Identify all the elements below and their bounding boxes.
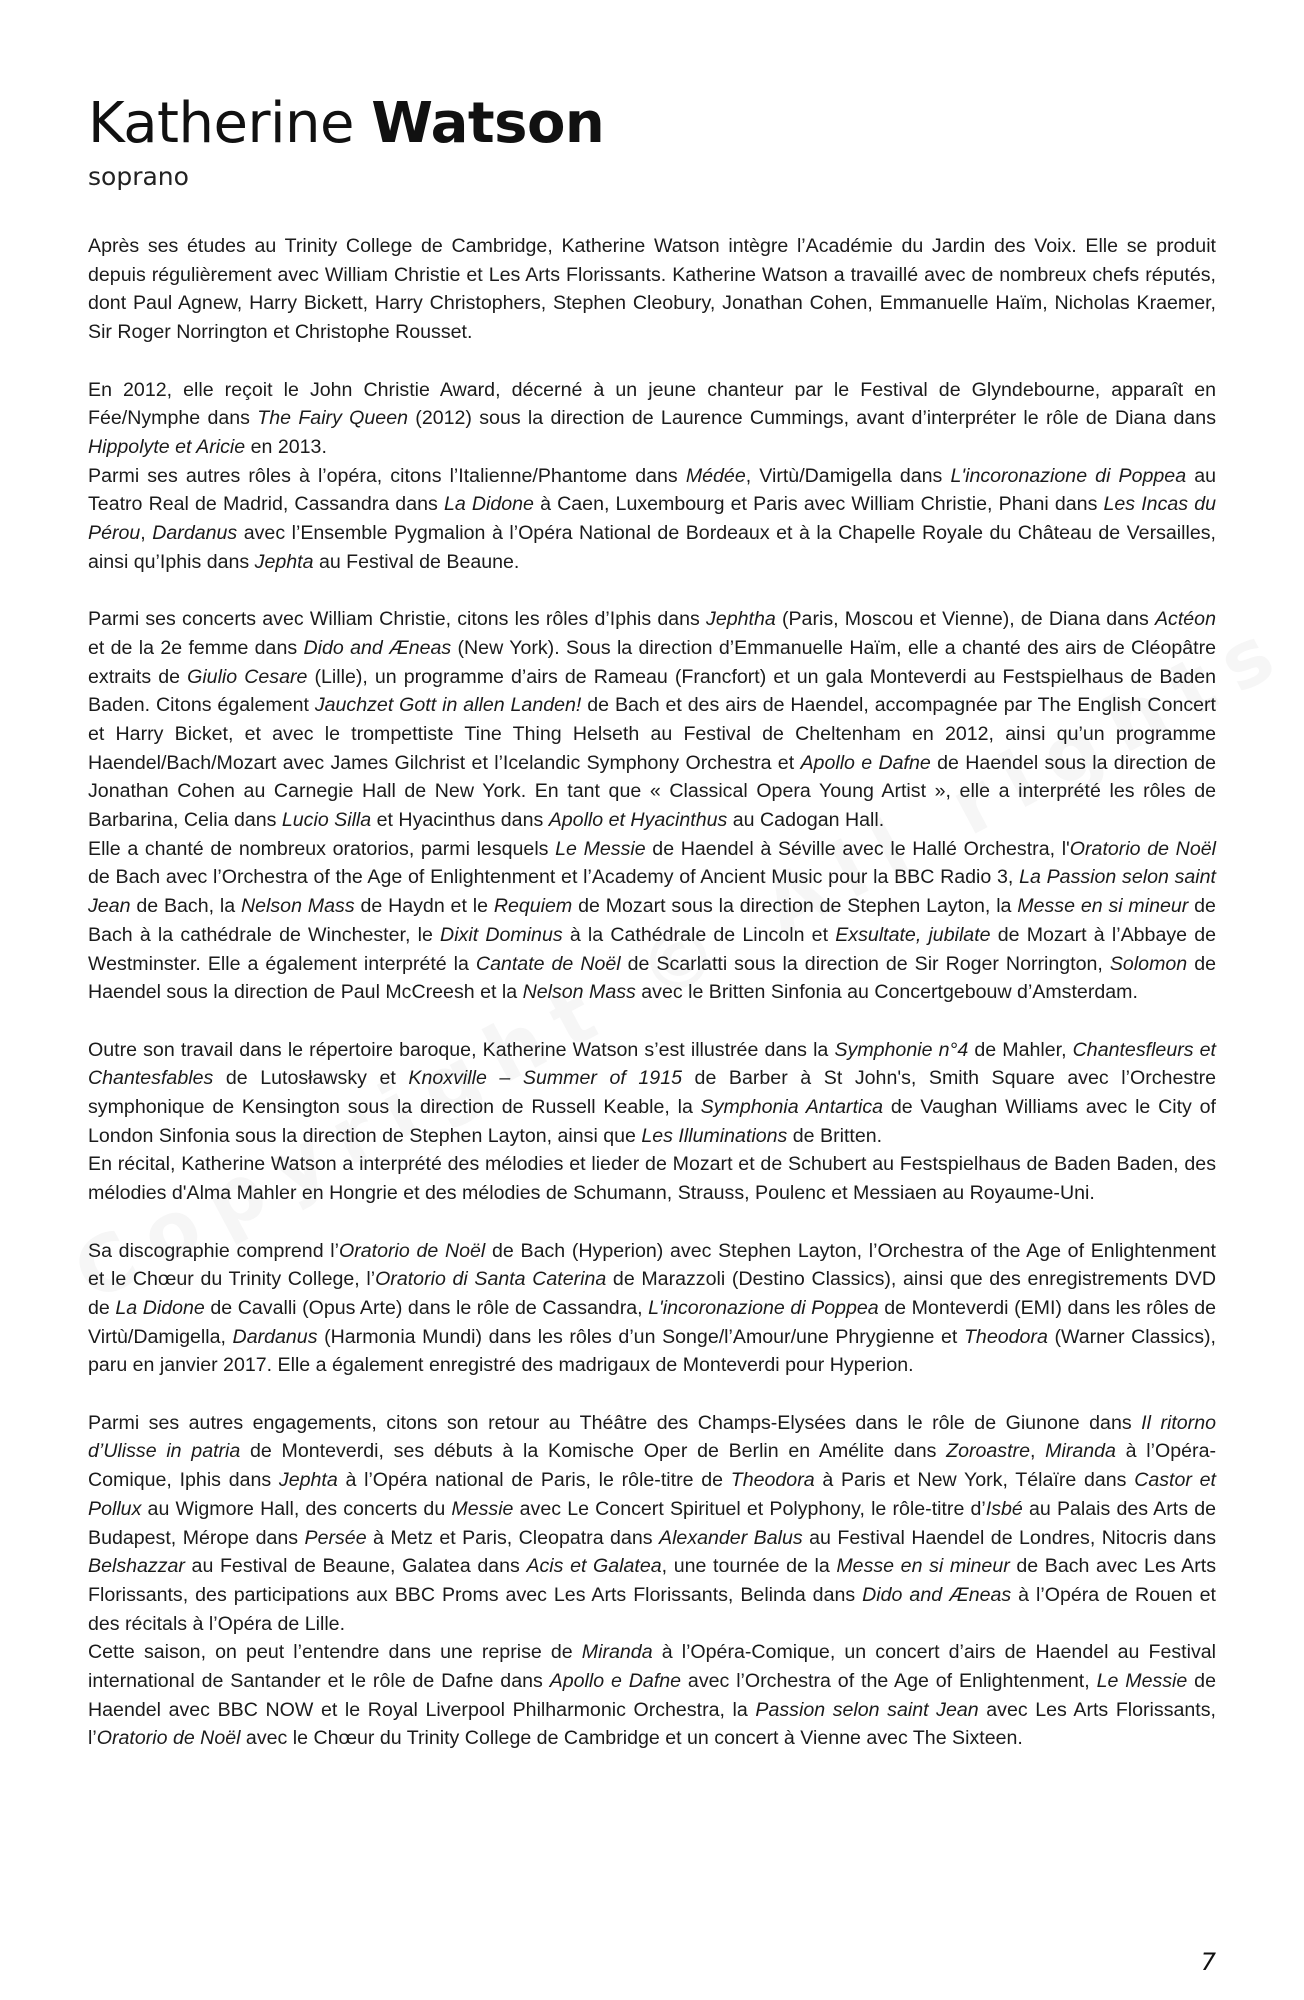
text-run: de Mozart sous la direction de Stephen Layton, la [572, 895, 1018, 918]
work-title: Theodora [730, 1469, 815, 1492]
biography-paragraph [88, 1638, 1216, 1753]
text-run: avec l’Ensemble Pygmalion à l’Opéra National de Bordeaux et à la Chapelle Royale du Château de Versailles, ainsi qu’Iphis dans [88, 522, 1216, 573]
text-run: à l’Opéra national de Paris, le rôle-titre de [337, 1469, 731, 1492]
work-title: Exsultate, jubilate [835, 923, 991, 946]
text-run: de Haydn et le [354, 895, 494, 918]
work-title: Isbé [985, 1497, 1023, 1520]
work-title: Miranda [581, 1641, 653, 1664]
text-run: Outre son travail dans le répertoire baroque, Katherine Watson s’est illustrée dans la [88, 1038, 835, 1061]
work-title: Lucio Silla [281, 809, 372, 832]
text-run: (New York). Sous la direction d’Emmanuelle Haïm, elle a chanté des airs de Cléopâtre extraits de [88, 636, 1216, 688]
artist-voice-type: soprano [88, 162, 189, 191]
biography-text [88, 232, 1216, 1753]
work-title: Hippolyte et Aricie [88, 435, 246, 458]
text-run: avec Le Concert Spirituel et Polyphony, le rôle-titre d’ [513, 1497, 986, 1520]
work-title: Passion selon saint Jean [755, 1698, 979, 1721]
text-run: et Hyacinthus dans [371, 809, 549, 832]
work-title: Le Messie [1096, 1670, 1188, 1693]
work-title: Jephtha [706, 608, 776, 631]
text-run: de Bach à la cathédrale de Winchester, le [88, 895, 1216, 946]
work-title: Messie [451, 1497, 514, 1520]
text-run: de Barber à St John's, Smith Square avec l’Orchestre symphonique de Kensington sous la direction de Russell Keable, la [88, 1067, 1217, 1119]
text-run: (Warner Classics), paru en janvier 2017. Elle a également enregistré des madrigaux de Monteverdi pour Hyperion. [88, 1325, 1216, 1377]
text-run: Parmi ses concerts avec William Christie, citons les rôles d’Iphis dans [88, 608, 707, 631]
work-title: Oratorio di Santa Caterina [375, 1268, 607, 1291]
text-run: , Virtù/Damigella dans [745, 464, 951, 487]
work-title: Dixit Dominus [440, 923, 563, 946]
text-run: à l’Opéra-Comique, Iphis dans [88, 1440, 1216, 1492]
work-title: Actéon [1154, 608, 1216, 631]
work-title: Miranda [1045, 1440, 1116, 1463]
text-run: de Haendel sous la direction de Paul McCreesh et la [88, 952, 1216, 1004]
biography-paragraph [88, 1036, 1216, 1151]
text-run: à Paris et New York, Télaïre dans [814, 1469, 1135, 1492]
work-title: Nelson Mass [522, 981, 636, 1004]
work-title: Acis et Galatea [526, 1555, 662, 1578]
text-run: à Metz et Paris, Cleopatra dans [366, 1526, 659, 1549]
text-run: (Lille), un programme d’airs de Rameau (Francfort) et un gala Monteverdi au Festspielhaus de Baden Baden. Citons également [88, 665, 1217, 717]
text-run: En récital, Katherine Watson a interprété des mélodies et lieder de Mozart et de Schubert au Festspielhaus de Baden Baden, des mélodies d'Alma Mahler en Hongrie et des mélodies de Schumann, Strauss, Poulenc et Messiaen au Royaume-Uni. [88, 1153, 1216, 1205]
work-title: Zoroastre [946, 1440, 1030, 1463]
work-title: Alexander Balus [659, 1526, 803, 1549]
work-title: Jephta [254, 550, 314, 573]
text-run: de Mahler, [968, 1038, 1073, 1061]
text-run: de Monteverdi (EMI) dans les rôles de Virtù/Damigella, [88, 1296, 1216, 1348]
text-run: au Teatro Real de Madrid, Cassandra dans [88, 464, 1216, 516]
biography-paragraph [88, 462, 1216, 577]
work-title: Les Illuminations [641, 1124, 788, 1147]
text-run: au Festival Haendel de Londres, Nitocris dans [802, 1526, 1216, 1549]
text-run: Après ses études au Trinity College de Cambridge, Katherine Watson intègre l’Académie du Jardin des Voix. Elle se produit depuis régulièrement avec William Christie et Les Arts Florissants. Katherine Watson a travaillé avec de nombreux chefs réputés, dont Paul Agnew, Harry Bickett, Harry Christophers, Stephen Cleobury, Jonathan Cohen, Emmanuelle Haïm, Nicholas Kraemer, Sir Roger Norrington et Christophe Rousset. [88, 235, 1216, 344]
text-run: En 2012, elle reçoit le John Christie Award, décerné à un jeune chanteur par le Festival de Glyndebourne, apparaît en Fée/Nymphe dans [88, 378, 1216, 430]
artist-header [88, 92, 604, 192]
text-run: à la Cathédrale de Lincoln et [562, 923, 836, 946]
artist-name [88, 92, 604, 156]
text-run: de Lutosławsky et [213, 1067, 409, 1090]
work-title: Dardanus [152, 522, 238, 545]
work-title: Solomon [1109, 952, 1188, 975]
text-run: à l’Opéra de Rouen et des récitals à l’Opéra de Lille. [88, 1583, 1216, 1635]
text-run: de Haendel sous la direction de Jonathan Cohen au Carnegie Hall de New York. En tant que « Classical Opera Young Artist », elle a interprété les rôles de Barbarina, Celia dans [88, 751, 1216, 832]
text-run: de Mozart à l’Abbaye de Westminster. Elle a également interprété la [88, 923, 1217, 975]
text-run: avec le Britten Sinfonia au Concertgebouw d’Amsterdam. [635, 981, 1138, 1004]
text-run: au Festival de Beaune, Galatea dans [184, 1555, 527, 1578]
text-run: (Harmonia Mundi) dans les rôles d’un Songe/l’Amour/une Phrygienne et [317, 1325, 964, 1348]
work-title: Cantate de Noël [475, 952, 621, 975]
text-run: Elle a chanté de nombreux oratorios, parmi lesquels [88, 837, 556, 860]
work-title: Persée [304, 1526, 367, 1549]
text-run: Parmi ses autres rôles à l’opéra, citons l’Italienne/Phantome dans [88, 464, 686, 487]
text-run: de Haendel avec BBC NOW et le Royal Liverpool Philharmonic Orchestra, la [88, 1670, 1216, 1721]
work-title: Apollo e Dafne [800, 751, 931, 774]
text-run: de Scarlatti sous la direction de Sir Roger Norrington, [620, 952, 1110, 975]
work-title: Castor et Pollux [88, 1469, 1216, 1520]
biography-paragraph [88, 376, 1216, 462]
text-run: avec Les Arts Florissants, l’ [88, 1698, 1216, 1750]
text-run: de Haendel à Séville avec le Hallé Orchestra, l' [645, 837, 1070, 860]
text-run: de Vaughan Williams avec le City of London Sinfonia sous la direction de Stephen Layton, ainsi que [88, 1096, 1216, 1147]
biography-paragraph [88, 232, 1216, 347]
text-run: de Bach avec Les Arts Florissants, des participations aux BBC Proms avec Les Arts Florissants, Belinda dans [88, 1555, 1216, 1606]
work-title: Dido and Æneas [862, 1583, 1012, 1606]
text-run: (Paris, Moscou et Vienne), de Diana dans [775, 608, 1155, 631]
text-run: , une tournée de la [661, 1555, 837, 1578]
biography-paragraph [88, 835, 1216, 1007]
text-run: de Cavalli (Opus Arte) dans le rôle de Cassandra, [204, 1296, 649, 1319]
work-title: Knoxville – Summer of 1915 [408, 1067, 682, 1090]
work-title: Theodora [963, 1325, 1048, 1348]
work-title: Oratorio de Noël [339, 1239, 486, 1262]
work-title: Les Incas du Pérou [88, 493, 1216, 545]
work-title: Il ritorno d’Ulisse in patria [88, 1411, 1216, 1463]
text-run: (2012) sous la direction de Laurence Cummings, avant d’interpréter le rôle de Diana dans [408, 407, 1216, 430]
work-title: The Fairy Queen [257, 407, 408, 430]
text-run: Cette saison, on peut l’entendre dans une reprise de [88, 1641, 582, 1664]
text-run: de Bach et des airs de Haendel, accompagnée par The English Concert et Harry Bicket, et avec le trompettiste Tine Thing Helseth au Festival de Cheltenham en 2012, ainsi qu’un programme Haendel/Bach/Mozart avec James Gilchrist et l’Icelandic Symphony Orchestra et [88, 694, 1216, 774]
work-title: Messe en si mineur [1017, 895, 1189, 918]
work-title: Belshazzar [88, 1555, 185, 1578]
work-title: Oratorio de Noël [96, 1727, 241, 1750]
biography-paragraph [88, 1409, 1216, 1639]
text-run: , [140, 522, 153, 545]
work-title: La Didone [115, 1296, 205, 1319]
text-run: de Monteverdi, ses débuts à la Komische Oper de Berlin en Amélite dans [240, 1440, 947, 1463]
work-title: Apollo et Hyacinthus [548, 809, 728, 832]
work-title: Giulio Cesare [187, 665, 308, 688]
work-title: Symphonie n°4 [834, 1038, 969, 1061]
text-run: avec le Chœur du Trinity College de Cambridge et un concert à Vienne avec The Sixteen. [240, 1727, 1023, 1750]
text-run: de Marazzoli (Destino Classics), ainsi que des enregistrements DVD de [88, 1268, 1216, 1319]
work-title: Symphonia Antartica [700, 1096, 884, 1119]
text-run: Parmi ses autres engagements, citons son retour au Théâtre des Champs-Elysées dans le rôle de Giunone dans [88, 1411, 1142, 1434]
work-title: Nelson Mass [240, 895, 355, 918]
work-title: L'incoronazione di Poppea [950, 464, 1187, 487]
work-title: La Didone [443, 493, 534, 516]
work-title: La Passion selon saint Jean [88, 866, 1216, 918]
text-run: de Bach, la [130, 895, 241, 918]
text-run: au Wigmore Hall, des concerts du [141, 1497, 452, 1520]
work-title: Le Messie [555, 837, 646, 860]
artist-last-name: Watson [371, 91, 605, 156]
work-title: Dido and Æneas [303, 636, 452, 659]
text-run: , [1029, 1440, 1046, 1463]
page-number: 7 [1200, 1948, 1216, 1976]
biography-paragraph [88, 605, 1216, 835]
text-run: Sa discographie comprend l’ [88, 1239, 340, 1262]
text-run: à l’Opéra-Comique, un concert d’airs de Haendel au Festival international de Santander et le rôle de Dafne dans [88, 1641, 1217, 1693]
work-title: Dardanus [232, 1325, 318, 1348]
text-run: de Britten. [787, 1124, 883, 1147]
text-run: de Bach (Hyperion) avec Stephen Layton, l’Orchestra of the Age of Enlightenment et le Chœur du Trinity College, l’ [88, 1239, 1216, 1291]
work-title: Apollo e Dafne [549, 1670, 682, 1693]
text-run: au Palais des Arts de Budapest, Mérope dans [88, 1497, 1216, 1549]
biography-paragraph [88, 1150, 1216, 1207]
work-title: L'incoronazione di Poppea [648, 1296, 879, 1319]
text-run: au Cadogan Hall. [727, 809, 885, 832]
work-title: Jauchzet Gott in allen Landen! [314, 694, 582, 717]
text-run: et de la 2e femme dans [88, 636, 304, 659]
work-title: Jephta [278, 1469, 338, 1492]
biography-paragraph [88, 1237, 1216, 1381]
work-title: Messe en si mineur [836, 1555, 1010, 1578]
artist-first-name: Katherine [88, 91, 354, 156]
text-run: à Caen, Luxembourg et Paris avec William Christie, Phani dans [533, 493, 1104, 516]
text-run: au Festival de Beaune. [313, 550, 520, 573]
text-run: de Bach avec l’Orchestra of the Age of Enlightenment et l’Academy of Ancient Music pour la BBC Radio 3, [88, 866, 1020, 889]
work-title: Requiem [493, 895, 573, 918]
text-run: en 2013. [245, 435, 327, 458]
work-title: Médée [685, 464, 746, 487]
text-run: avec l’Orchestra of the Age of Enlightenment, [681, 1670, 1097, 1693]
work-title: Chantesfleurs et Chantesfables [88, 1038, 1216, 1090]
work-title: Oratorio de Noël [1069, 837, 1216, 860]
